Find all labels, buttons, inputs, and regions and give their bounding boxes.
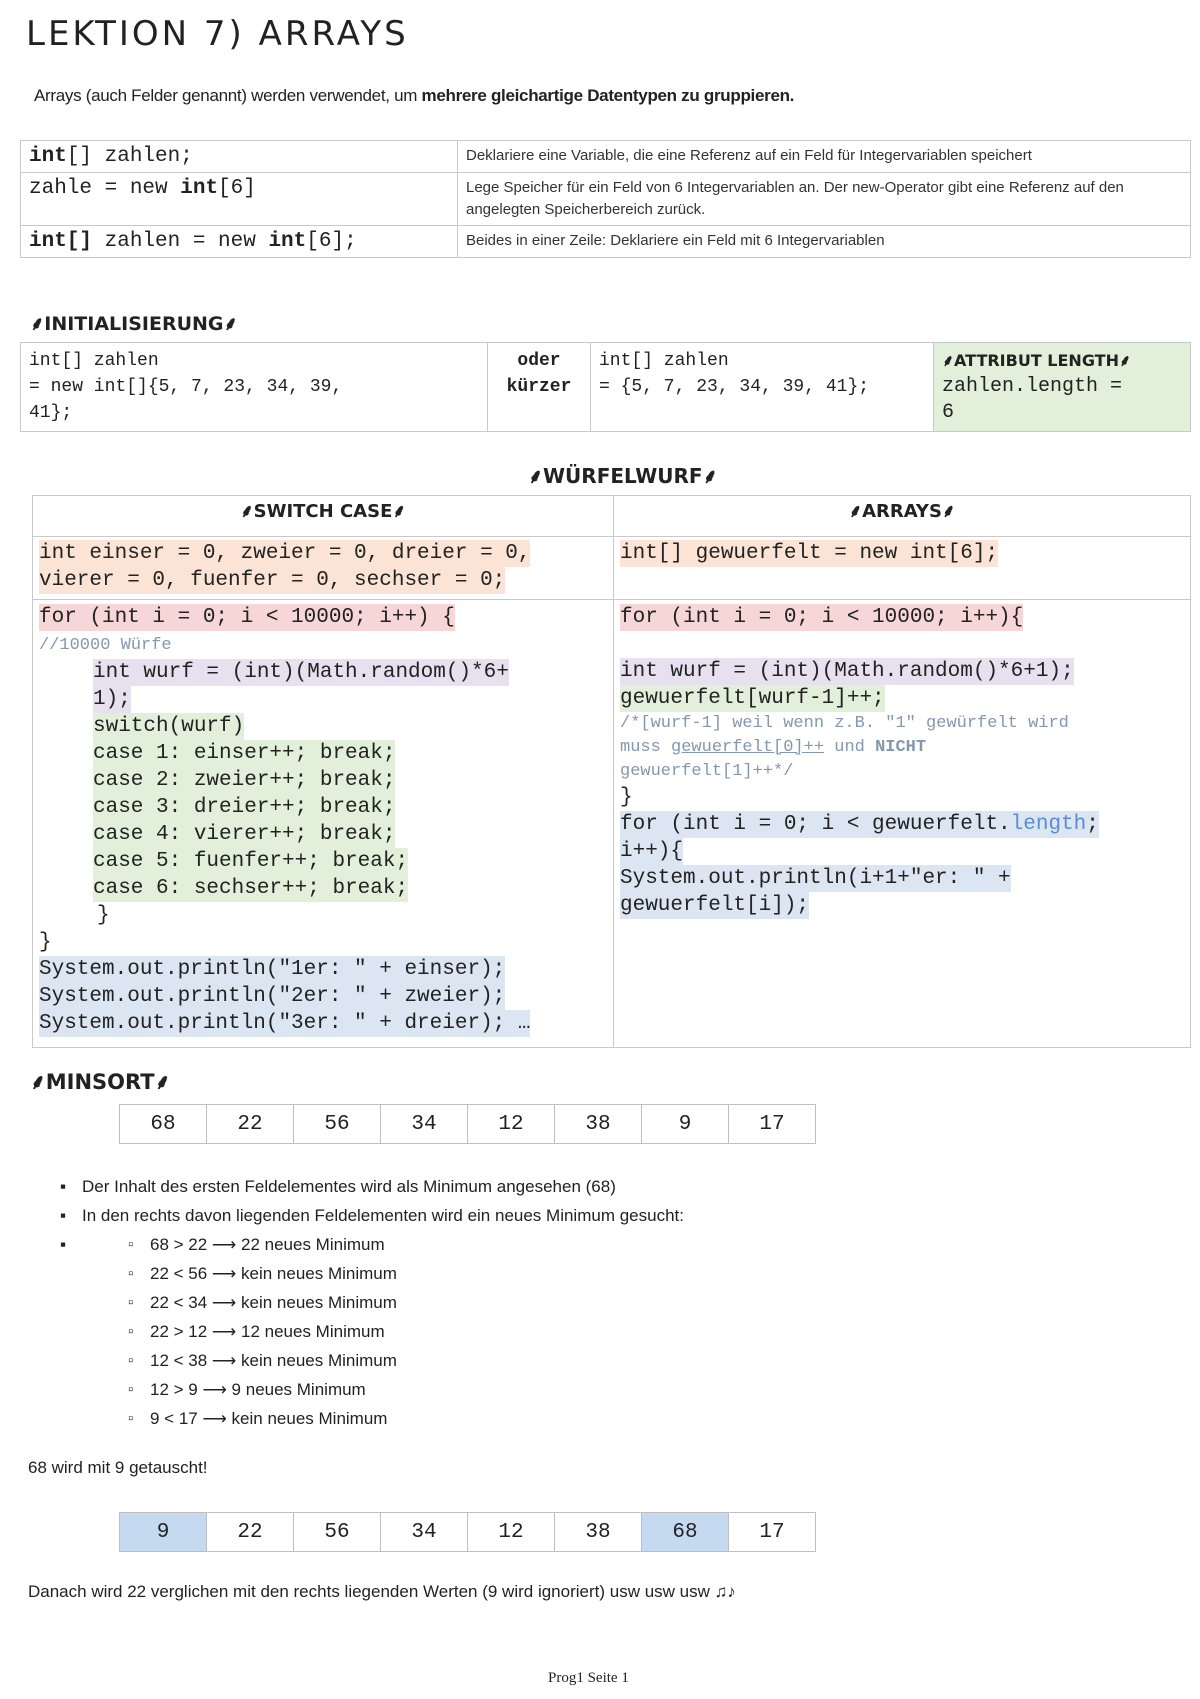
code-line: i++){ [620, 840, 684, 863]
array-cell: 17 [729, 1513, 816, 1552]
code-line: case 5: fuenfer++; break; [93, 850, 409, 873]
arrays-declaration-cell [614, 537, 1191, 600]
intro-plain: Arrays (auch Felder genannt) werden verwendet, um [34, 86, 422, 105]
wuerfelwurf-heading: ⸙WÜRFELWURF⸙ [528, 464, 718, 488]
table-row [21, 173, 1191, 226]
comment-line: /*[wurf-1] weil wenn z.B. "1" gewürfelt wird [620, 714, 1069, 733]
code-line: gewuerfelt[i]); [620, 894, 810, 917]
page-footer: Prog1 Seite 1 [548, 1670, 629, 1686]
code-text: zahlen = new [92, 230, 269, 253]
intro-bold: mehrere gleichartige Datentypen zu gruppieren. [421, 86, 795, 105]
list-item: ▫ 12 > 9 ⟶ 9 neues Minimum [128, 1375, 684, 1404]
code-text: zahle = new [29, 177, 181, 200]
code-line: for (int i = 0; i < 10000; i++){ [620, 606, 1024, 629]
length-attribute-cell [934, 343, 1191, 432]
shorter-label: kürzer [506, 377, 572, 397]
code-line [620, 811, 1099, 838]
heading-text: INITIALISIERUNG [44, 313, 224, 335]
or-label: oder [517, 351, 561, 371]
code-keyword: length [1010, 813, 1087, 836]
code-text: [] zahlen; [66, 145, 193, 168]
or-cell [488, 343, 591, 432]
sub-list-container [60, 1230, 684, 1433]
code-line: case 1: einser++; break; [93, 742, 396, 765]
table-row [21, 343, 1191, 432]
array-row [120, 1513, 816, 1552]
table-row [33, 600, 1191, 1048]
list-item: ▫ 9 < 17 ⟶ kein neues Minimum [128, 1404, 684, 1433]
minsort-array-after [119, 1512, 816, 1552]
code-line: int wurf = (int)(Math.random()*6+ [93, 661, 509, 684]
code-comment [620, 712, 1184, 784]
code-text: for (int i = 0; i < gewuerfelt. [620, 813, 1011, 836]
list-item: ▫ 22 < 56 ⟶ kein neues Minimum [128, 1259, 684, 1288]
initialisierung-table [20, 342, 1191, 432]
code-line: } [39, 931, 52, 954]
code-comment: //10000 Würfe [39, 636, 172, 655]
comment-text: muss [620, 738, 672, 757]
heading-text: MINSORT [45, 1070, 155, 1094]
array-cell-swapped: 9 [120, 1513, 207, 1552]
header-text: SWITCH CASE [253, 501, 393, 522]
length-heading: ⸙ATTRIBUT LENGTH⸙ [942, 351, 1131, 370]
keyword: int [29, 145, 67, 168]
code-text: [6]; [306, 230, 357, 253]
code-line: case 6: sechser++; break; [93, 877, 409, 900]
description-cell: Beides in einer Zeile: Deklariere ein Feld mit 6 Integervariablen [458, 226, 1191, 258]
code-line: case 3: dreier++; break; [93, 796, 396, 819]
code-line: } [620, 786, 633, 809]
array-cell: 22 [207, 1513, 294, 1552]
code-line: System.out.println("3er: " + dreier); … [39, 1012, 531, 1035]
array-cell: 34 [381, 1513, 468, 1552]
array-cell: 22 [207, 1105, 294, 1144]
declaration-table [20, 140, 1191, 258]
code-text: [6] [218, 177, 256, 200]
table-row [21, 141, 1191, 173]
table-row [33, 537, 1191, 600]
minsort-array-before [119, 1104, 816, 1144]
array-cell: 38 [555, 1105, 642, 1144]
code-cell [21, 226, 458, 258]
code-line: 41}; [29, 403, 73, 423]
code-line: gewuerfelt[wurf-1]++; [620, 687, 885, 710]
minsort-bullet-list [60, 1172, 684, 1433]
code-line: vierer = 0, fuenfer = 0, sechser = 0; [39, 569, 506, 592]
array-cell: 17 [729, 1105, 816, 1144]
wuerfelwurf-table [32, 495, 1191, 1048]
code-line: case 4: vierer++; break; [93, 823, 396, 846]
comment-underline: gewuerfelt[0]++ [671, 738, 825, 757]
comment-text: und [824, 738, 876, 757]
array-cell: 38 [555, 1513, 642, 1552]
list-item: ▪ In den rechts davon liegenden Feldelementen wird ein neues Minimum gesucht: [60, 1201, 684, 1230]
code-text: ; [1086, 813, 1099, 836]
code-cell [21, 173, 458, 226]
array-cell: 56 [294, 1513, 381, 1552]
code-line: for (int i = 0; i < 10000; i++) { [39, 606, 455, 629]
page-title: LEKTION 7) ARRAYS [26, 14, 409, 54]
switch-code-cell [33, 600, 614, 1048]
intro-text [34, 86, 794, 106]
array-cell: 9 [642, 1105, 729, 1144]
list-item: ▪ Der Inhalt des ersten Feldelementes wird als Minimum angesehen (68) [60, 1172, 684, 1201]
description-cell: Lege Speicher für ein Feld von 6 Integervariablen an. Der new-Operator gibt eine Referenz auf den angelegten Speicherbereich zurück. [458, 173, 1191, 226]
code-line: System.out.println("2er: " + zweier); [39, 985, 506, 1008]
swap-text: 68 wird mit 9 getauscht! [28, 1458, 208, 1477]
switch-declaration-cell [33, 537, 614, 600]
initialisierung-heading: ⸙INITIALISIERUNG⸙ [30, 313, 238, 335]
header-text: ARRAYS [862, 501, 942, 522]
list-item: ▫ 22 < 34 ⟶ kein neues Minimum [128, 1288, 684, 1317]
code-line: = {5, 7, 23, 34, 39, 41}; [599, 377, 870, 397]
description-cell: Deklariere eine Variable, die eine Referenz auf ein Feld für Integervariablen speichert [458, 141, 1191, 173]
code-line: case 2: zweier++; break; [93, 769, 396, 792]
table-row [21, 226, 1191, 258]
heading-text: WÜRFELWURF [543, 464, 703, 488]
code-line: int[] zahlen [29, 351, 159, 371]
code-line: = new int[]{5, 7, 23, 34, 39, [29, 377, 343, 397]
comment-bold: NICHT [875, 738, 927, 757]
keyword: int [180, 177, 219, 200]
after-text: Danach wird 22 verglichen mit den rechts liegenden Werten (9 wird ignoriert) usw usw usw ♫♪ [28, 1582, 736, 1601]
code-line: int[] gewuerfelt = new int[6]; [620, 542, 999, 565]
short-init-cell [591, 343, 934, 432]
array-cell: 12 [468, 1513, 555, 1552]
array-cell: 34 [381, 1105, 468, 1144]
code-cell [21, 141, 458, 173]
code-line: int[] zahlen [599, 351, 729, 371]
array-cell: 56 [294, 1105, 381, 1144]
comment-line: gewuerfelt[1]++*/ [620, 762, 794, 781]
keyword: int[] [29, 230, 93, 253]
array-row [120, 1105, 816, 1144]
arrays-code-cell [614, 600, 1191, 1048]
code-line: } [97, 904, 110, 927]
code-line: zahlen.length = [942, 375, 1123, 398]
array-cell: 12 [468, 1105, 555, 1144]
code-line: System.out.println("1er: " + einser); [39, 958, 506, 981]
switch-column-header: ⸙SWITCH CASE⸙ [33, 496, 614, 537]
arrays-column-header: ⸙ARRAYS⸙ [614, 496, 1191, 537]
list-item: ▫ 12 < 38 ⟶ kein neues Minimum [128, 1346, 684, 1375]
list-item: ▫ ▪ 68 > 22 ⟶ 22 neues Minimum [128, 1230, 684, 1259]
minsort-heading: ⸙MINSORT⸙ [30, 1070, 171, 1094]
code-line: int wurf = (int)(Math.random()*6+1); [620, 660, 1074, 683]
code-line: System.out.println(i+1+"er: " + [620, 867, 1011, 890]
keyword: int [268, 230, 307, 253]
code-line: switch(wurf) [93, 715, 245, 738]
array-cell-swapped: 68 [642, 1513, 729, 1552]
code-line: int einser = 0, zweier = 0, dreier = 0, [39, 542, 531, 565]
long-init-cell [21, 343, 488, 432]
code-line: 1); [93, 688, 131, 711]
table-header-row [33, 496, 1191, 537]
heading-text: ATTRIBUT LENGTH [954, 351, 1119, 370]
minsort-steps-list [94, 1230, 684, 1433]
code-line: 6 [942, 401, 955, 424]
list-item: ▫ 22 > 12 ⟶ 12 neues Minimum [128, 1317, 684, 1346]
array-cell: 68 [120, 1105, 207, 1144]
